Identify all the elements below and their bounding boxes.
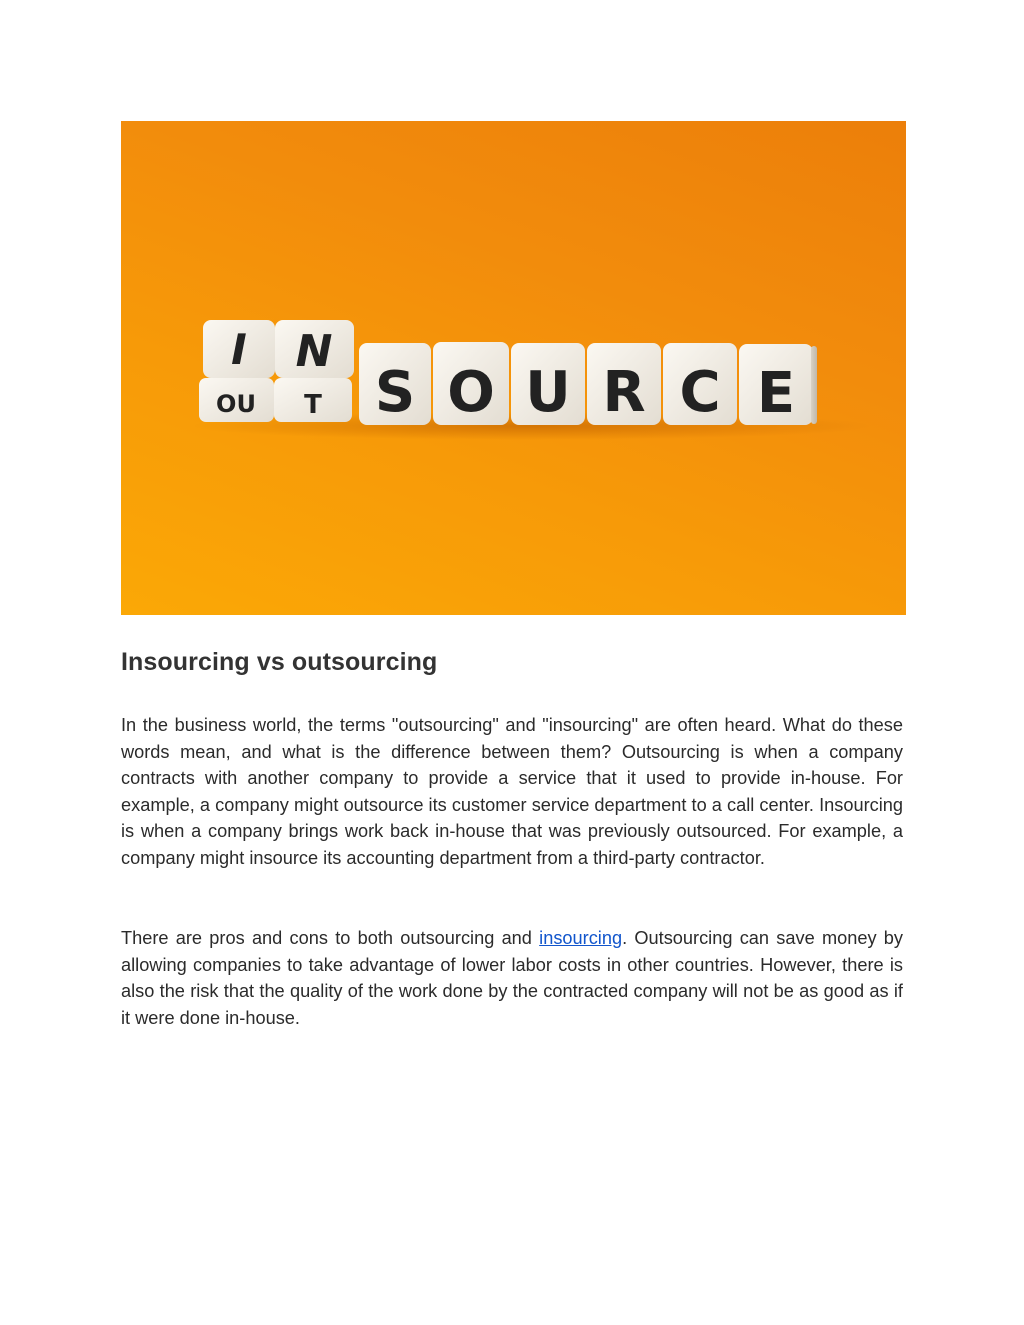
- cube-letter: U: [525, 360, 571, 425]
- cube-letter: C: [679, 360, 721, 425]
- paragraph-text: . Outsourcing can save money by allowing companies to take advantage of lower labor costs in other countries. However, there is also the risk that the quality of the work done by the contracted company will not be as good as if it were done in-house.: [121, 928, 904, 1028]
- cube-top-row: [203, 320, 354, 378]
- cube-letter: E: [756, 361, 796, 426]
- dice-illustration: [121, 121, 906, 615]
- paragraph-intro: In the business world, the terms "outsourcing" and "insourcing" are often heard. What do these words mean, and what is the difference between them? Outsourcing is when a company contracts with another company to provide a service that it used to provide in-house. For example, a company might outsource its customer service department to a call center. Insourcing is when a company brings work back in-house that was previously outsourced. For example, a company might insource its accounting department from a third-party contractor.: [121, 715, 903, 868]
- article-title: Insourcing vs outsourcing: [121, 648, 438, 676]
- cube-letter: I: [231, 325, 247, 374]
- cube-letter: T: [304, 390, 322, 420]
- hero-image-dice: [121, 121, 906, 615]
- paragraph-text: There are pros and cons to both outsourcing and: [121, 928, 540, 948]
- cube-letter: R: [602, 360, 646, 425]
- cube-letter: N: [295, 326, 333, 377]
- cube-letter: OU: [216, 390, 256, 418]
- paragraph-pros-cons: [121, 925, 903, 1031]
- cube-letter: O: [447, 360, 495, 425]
- insourcing-link[interactable]: insourcing: [539, 928, 623, 948]
- cube-letter: S: [374, 360, 416, 425]
